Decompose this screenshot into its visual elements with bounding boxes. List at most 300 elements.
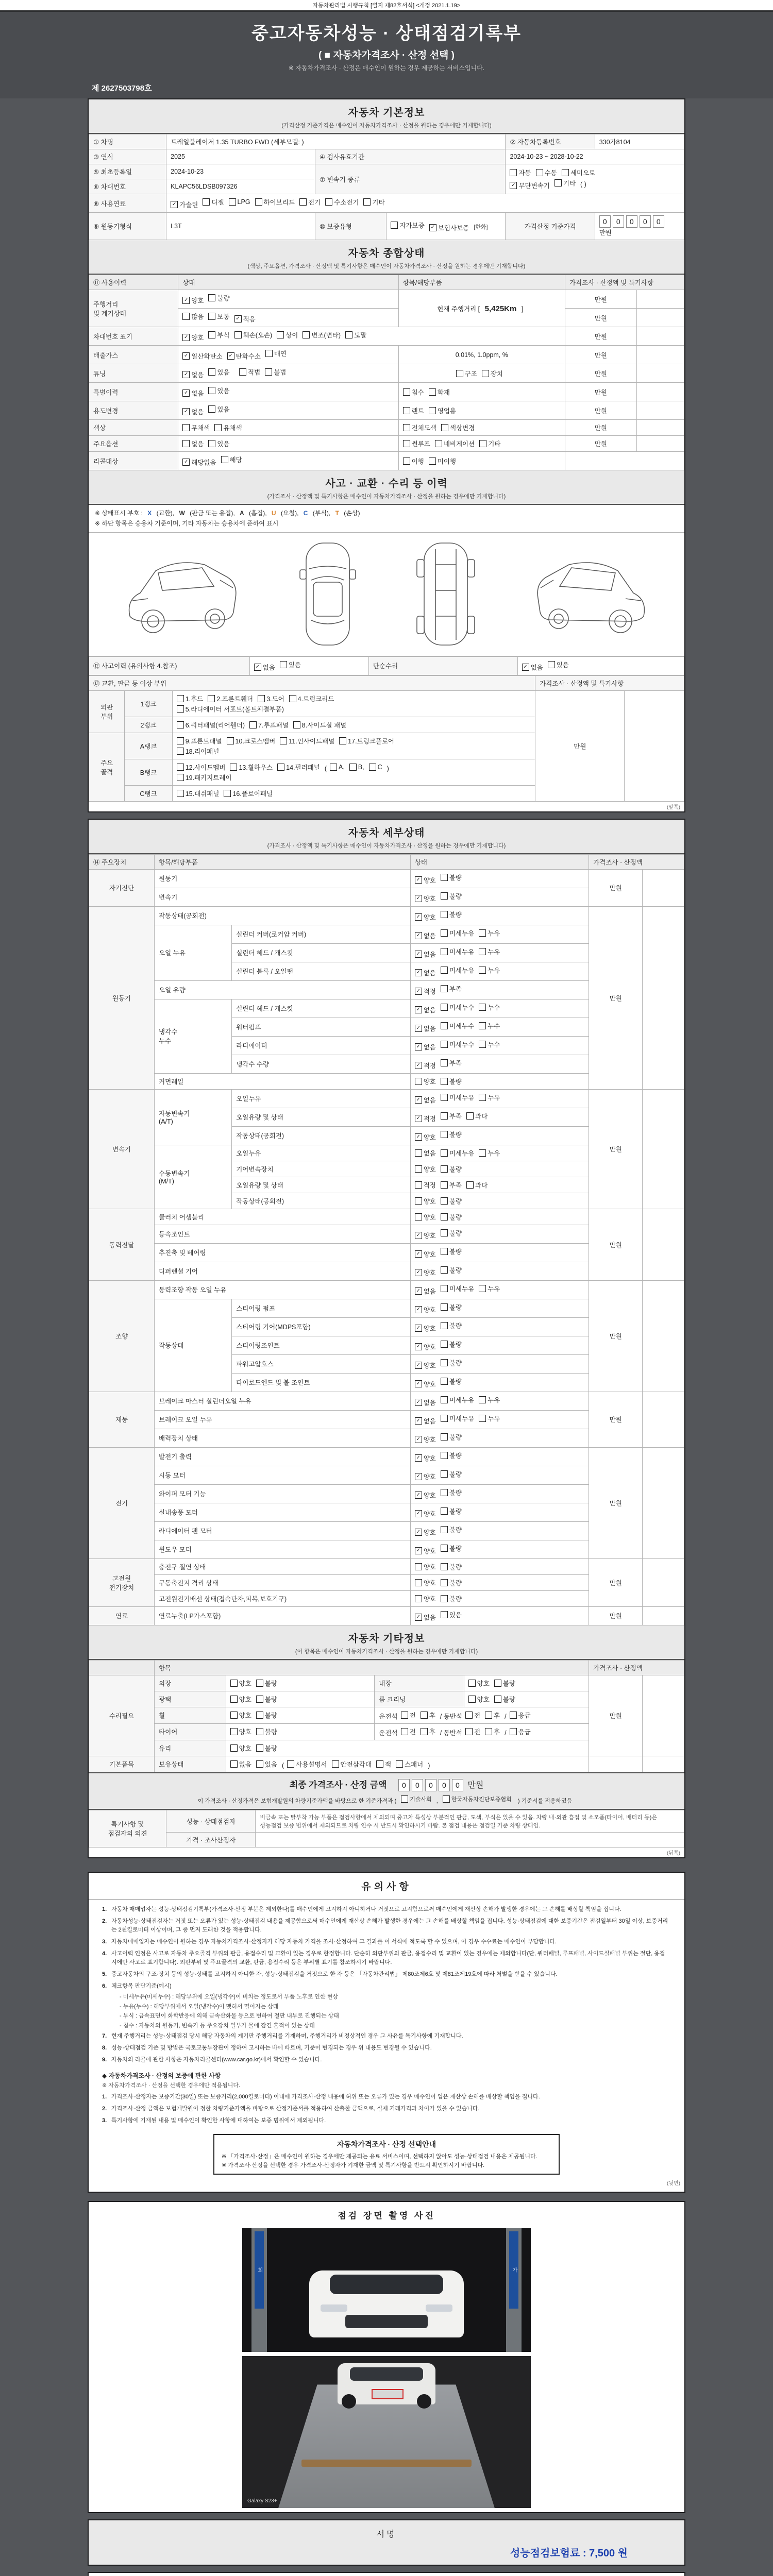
checkbox-unchecked[interactable] — [479, 1395, 500, 1404]
checkbox-label: 없음 — [191, 371, 204, 379]
checkbox-box — [415, 1595, 422, 1602]
checkbox-box: ✓ — [182, 371, 190, 378]
checkbox-unchecked[interactable] — [441, 1148, 474, 1158]
checkbox-unchecked[interactable] — [230, 1710, 251, 1720]
checkbox-unchecked[interactable] — [441, 1321, 462, 1330]
checkbox-unchecked[interactable] — [479, 947, 500, 956]
checkbox-unchecked[interactable] — [239, 367, 260, 377]
checkbox-box: ✓ — [415, 1380, 422, 1387]
checkbox-box: ✓ — [182, 297, 190, 304]
checkbox-unchecked[interactable] — [466, 1111, 488, 1121]
checkbox-checked[interactable] — [415, 931, 436, 940]
checkbox-checked[interactable] — [415, 1231, 436, 1240]
checkbox-label: 불량 — [449, 1433, 462, 1441]
checkbox-unchecked[interactable] — [465, 1727, 480, 1736]
checkbox-checked[interactable] — [182, 351, 222, 361]
checkbox-unchecked[interactable] — [299, 197, 321, 207]
checkbox-unchecked[interactable] — [441, 1058, 462, 1067]
checkbox-checked[interactable] — [415, 1453, 436, 1463]
option-cell — [410, 906, 589, 925]
cell: 냉각수 누수 — [155, 999, 232, 1073]
option-cell — [398, 436, 565, 452]
checkbox-unchecked[interactable] — [208, 293, 229, 302]
checkbox-box — [548, 661, 555, 668]
checkbox-unchecked[interactable] — [435, 439, 475, 448]
checkbox-unchecked[interactable] — [441, 1164, 462, 1174]
checkbox-checked[interactable] — [182, 296, 204, 305]
checkbox-unchecked[interactable] — [403, 456, 424, 466]
checkbox-unchecked[interactable] — [391, 221, 424, 230]
checkbox-unchecked[interactable] — [441, 891, 462, 901]
checkbox-unchecked[interactable] — [182, 312, 204, 321]
checkbox-unchecked[interactable] — [349, 764, 364, 771]
checkbox-unchecked[interactable] — [182, 439, 204, 448]
checkbox-checked[interactable] — [234, 314, 256, 324]
checkbox-unchecked[interactable] — [510, 1710, 531, 1720]
checkbox-unchecked[interactable] — [441, 1130, 462, 1139]
checkbox-unchecked[interactable] — [256, 1710, 277, 1720]
checkbox-checked[interactable] — [182, 370, 204, 379]
checkbox-box — [403, 424, 410, 431]
checkbox-checked[interactable] — [415, 1361, 436, 1370]
checkbox-checked[interactable] — [415, 1005, 436, 1014]
checkbox-checked[interactable] — [415, 1509, 436, 1518]
checkbox-unchecked[interactable] — [396, 1759, 423, 1769]
checkbox-unchecked[interactable] — [466, 1180, 488, 1190]
checkbox-unchecked[interactable] — [482, 369, 503, 378]
checkbox-checked[interactable] — [415, 1286, 436, 1296]
checkbox-label: 있음 — [289, 661, 301, 669]
checkbox-checked[interactable] — [227, 351, 261, 361]
checkbox-unchecked[interactable] — [441, 1469, 462, 1479]
checkbox-unchecked[interactable] — [177, 747, 220, 756]
checkbox-unchecked[interactable] — [468, 1694, 490, 1704]
checkbox-unchecked[interactable] — [441, 1488, 462, 1497]
checkbox-unchecked[interactable] — [234, 330, 273, 340]
checkbox-unchecked[interactable] — [479, 1284, 500, 1293]
checkbox-unchecked[interactable] — [403, 423, 436, 432]
checkbox-unchecked[interactable] — [548, 660, 569, 669]
checkbox-checked[interactable] — [415, 1114, 436, 1123]
checkbox-checked[interactable] — [415, 1324, 436, 1333]
checkbox-unchecked[interactable] — [230, 1694, 251, 1704]
checkbox-unchecked[interactable] — [441, 1358, 462, 1367]
checkbox-unchecked[interactable] — [441, 1544, 462, 1553]
price-digit-box: 0 — [599, 215, 611, 228]
checkbox-box — [479, 1415, 486, 1422]
checkbox-unchecked[interactable] — [277, 762, 320, 772]
checkbox-unchecked[interactable] — [369, 764, 382, 771]
checkbox-unchecked[interactable] — [256, 1743, 277, 1753]
checkbox-unchecked[interactable] — [230, 1679, 251, 1688]
checkbox-checked[interactable] — [415, 950, 436, 959]
checkbox-box — [249, 721, 257, 728]
checkbox-unchecked[interactable] — [227, 736, 276, 745]
checkbox-unchecked[interactable] — [441, 873, 462, 882]
checkbox-unchecked[interactable] — [230, 1759, 251, 1769]
checkbox-unchecked[interactable] — [249, 720, 289, 730]
checkbox-box — [256, 1728, 263, 1735]
checkbox-unchecked[interactable] — [332, 1759, 372, 1769]
checkbox-box — [227, 737, 234, 744]
checkbox-label: 불법 — [274, 369, 287, 376]
checkbox-box — [479, 1285, 486, 1292]
checkbox-label: 없음 — [423, 1043, 436, 1051]
checkbox-unchecked[interactable] — [441, 1395, 474, 1404]
checkbox-unchecked[interactable] — [441, 1302, 462, 1312]
checkbox-unchecked[interactable] — [177, 704, 284, 714]
checkbox-unchecked[interactable] — [376, 1759, 391, 1769]
checkbox-unchecked[interactable] — [510, 168, 531, 177]
checkbox-unchecked[interactable] — [479, 1021, 500, 1030]
checkbox-unchecked[interactable] — [441, 1212, 462, 1222]
checkbox-checked[interactable] — [415, 1435, 436, 1444]
checkbox-label: 없음 — [423, 969, 436, 977]
notice-text: 가격조사·산정 금액은 보험개발원이 정한 차량기준가액을 바탕으로 산정기준서를 적용하여 산출한 금액으로, 실제 거래가격과 차이가 있을 수 있습니다. — [111, 2106, 480, 2112]
cell: 만원 — [589, 1209, 643, 1280]
checkbox-box: ✓ — [415, 1250, 422, 1258]
checkbox-unchecked[interactable] — [441, 1228, 462, 1238]
checkbox-unchecked[interactable] — [479, 1003, 500, 1012]
checkbox-checked[interactable] — [415, 1305, 436, 1314]
checkbox-unchecked[interactable] — [441, 910, 462, 919]
checkbox-unchecked[interactable] — [429, 387, 450, 397]
checkbox-box — [182, 440, 190, 447]
checkbox-unchecked[interactable] — [325, 197, 359, 207]
checkbox-checked[interactable] — [182, 388, 204, 398]
checkbox-unchecked[interactable] — [441, 947, 474, 956]
checkbox-unchecked[interactable] — [429, 456, 456, 466]
checkbox-unchecked[interactable] — [208, 367, 229, 377]
cell: 클러치 어셈블리 — [155, 1209, 411, 1225]
checkbox-unchecked[interactable] — [415, 1562, 436, 1571]
checkbox-unchecked[interactable] — [479, 965, 500, 975]
checkbox-unchecked[interactable] — [441, 928, 474, 938]
checkbox-unchecked[interactable] — [230, 1727, 251, 1736]
checkbox-checked[interactable] — [182, 333, 204, 342]
checkbox-unchecked[interactable] — [510, 1727, 531, 1736]
checkbox-label: 훼손(오손) — [243, 332, 273, 339]
checkbox-unchecked[interactable] — [441, 1093, 474, 1102]
inline-text: / — [505, 1713, 507, 1720]
checkbox-unchecked[interactable] — [479, 1148, 500, 1158]
checkbox-unchecked[interactable] — [479, 1414, 500, 1423]
checkbox-unchecked[interactable] — [345, 330, 366, 340]
checkbox-unchecked[interactable] — [208, 330, 229, 340]
checkbox-unchecked[interactable] — [177, 694, 204, 703]
checkbox-unchecked[interactable] — [415, 1164, 436, 1174]
checkbox-label: 8.사이드실 패널 — [301, 721, 347, 729]
cell: 차대번호 표기 — [89, 327, 178, 346]
checkbox-unchecked[interactable] — [441, 423, 475, 432]
checkbox-unchecked[interactable] — [177, 773, 232, 782]
checkbox-checked[interactable] — [415, 1061, 436, 1070]
checkbox-unchecked[interactable] — [441, 1180, 462, 1190]
cell: 상태 — [410, 854, 589, 869]
checkbox-unchecked[interactable] — [256, 1694, 277, 1704]
notice-number: 7. — [102, 2033, 107, 2040]
checkbox-unchecked[interactable] — [441, 1040, 474, 1049]
checkbox-box — [234, 331, 242, 338]
checkbox-checked[interactable] — [182, 457, 216, 467]
checkbox-unchecked[interactable] — [256, 1759, 277, 1769]
checkbox-box — [441, 1341, 448, 1348]
checkbox-unchecked[interactable] — [415, 1180, 436, 1190]
checkbox-box — [369, 764, 376, 771]
checkbox-label: 불량 — [449, 1489, 462, 1497]
checkbox-unchecked[interactable] — [415, 1594, 436, 1603]
checkbox-unchecked[interactable] — [214, 423, 242, 432]
page-marker-back: (뒤쪽) — [667, 1850, 680, 1856]
checkbox-unchecked[interactable] — [479, 928, 500, 938]
checkbox-checked[interactable] — [415, 912, 436, 922]
checkbox-box — [441, 892, 448, 900]
report-number: 제 2627503798호 — [92, 84, 152, 93]
checkbox-unchecked[interactable] — [536, 168, 557, 177]
cell: 만원 — [589, 1392, 643, 1447]
checkbox-checked[interactable] — [415, 875, 436, 885]
checkbox-label: 불량 — [449, 1197, 462, 1205]
price-digit-box: 0 — [398, 1779, 410, 1791]
checkbox-checked[interactable] — [415, 1042, 436, 1052]
checkbox-unchecked[interactable] — [280, 660, 301, 669]
checkbox-unchecked[interactable] — [289, 694, 334, 703]
checkbox-label: 불량 — [264, 1728, 277, 1736]
checkbox-unchecked[interactable] — [401, 1710, 416, 1720]
price-select-info-title: 자동차가격조사 · 산정 선택안내 — [337, 2140, 436, 2149]
checkbox-unchecked[interactable] — [208, 404, 229, 414]
checkbox-box — [441, 1181, 448, 1189]
checkbox-unchecked[interactable] — [265, 349, 287, 358]
checkbox-box — [479, 1094, 486, 1101]
checkbox-unchecked[interactable] — [415, 1578, 436, 1587]
checkbox-box — [332, 1760, 339, 1768]
checkbox-unchecked[interactable] — [363, 197, 384, 207]
option-cell — [410, 1317, 589, 1336]
checkbox-checked[interactable] — [415, 1416, 436, 1426]
checkbox-unchecked[interactable] — [441, 1021, 474, 1030]
vehicle-rear-view — [338, 2363, 435, 2404]
checkbox-unchecked[interactable] — [441, 984, 462, 993]
checkbox-label: 불량 — [449, 1452, 462, 1460]
checkbox-unchecked[interactable] — [339, 736, 394, 745]
checkbox-box — [421, 1728, 428, 1735]
checkbox-unchecked[interactable] — [479, 439, 500, 448]
checkbox-checked[interactable] — [415, 1472, 436, 1481]
checkbox-label: 부족 — [449, 985, 462, 993]
checkbox-unchecked[interactable] — [280, 736, 334, 745]
checkbox-unchecked[interactable] — [441, 1525, 462, 1534]
checkbox-checked[interactable] — [415, 1268, 436, 1277]
cell: 외장 — [155, 1675, 226, 1691]
option-cell — [464, 1691, 589, 1707]
price-digit-box: 0 — [626, 215, 637, 228]
checkbox-unchecked[interactable] — [456, 369, 477, 378]
checkbox-unchecked[interactable] — [441, 1284, 474, 1293]
checkbox-unchecked[interactable] — [443, 1795, 512, 1803]
checkbox-unchecked[interactable] — [230, 1743, 251, 1753]
checkbox-unchecked[interactable] — [415, 1077, 436, 1086]
checkbox-unchecked[interactable] — [465, 1710, 480, 1720]
checkbox-unchecked[interactable] — [221, 455, 242, 464]
checkbox-unchecked[interactable] — [441, 1594, 462, 1603]
checkbox-checked[interactable] — [415, 1024, 436, 1033]
checkbox-box — [441, 1526, 448, 1533]
checkbox-checked[interactable] — [429, 223, 469, 232]
checkbox-unchecked[interactable] — [441, 1111, 462, 1121]
checkbox-unchecked[interactable] — [415, 1148, 436, 1158]
cell: 윈도우 모터 — [155, 1540, 411, 1558]
checkbox-label: 미세누유 — [449, 1285, 475, 1293]
license-plate-redaction-box — [372, 2389, 404, 2399]
checkbox-unchecked[interactable] — [208, 312, 229, 321]
checkbox-unchecked[interactable] — [177, 720, 245, 730]
checkbox-box — [208, 440, 215, 447]
checkbox-checked[interactable] — [415, 1379, 436, 1388]
checkbox-unchecked[interactable] — [441, 1451, 462, 1460]
checkbox-unchecked[interactable] — [415, 1212, 436, 1222]
checkbox-unchecked[interactable] — [177, 789, 220, 798]
checkbox-checked[interactable] — [415, 968, 436, 977]
checkbox-unchecked[interactable] — [441, 1247, 462, 1256]
checkbox-checked[interactable] — [254, 663, 275, 672]
checkbox-unchecked[interactable] — [182, 423, 210, 432]
checkbox-box: ✓ — [415, 1287, 422, 1295]
checkbox-unchecked[interactable] — [429, 406, 456, 415]
checkbox-unchecked[interactable] — [287, 1759, 327, 1769]
option-cell — [410, 1108, 589, 1126]
checkbox-unchecked[interactable] — [421, 1710, 435, 1720]
checkbox-unchecked[interactable] — [303, 330, 341, 340]
checkbox-checked[interactable] — [415, 1132, 436, 1142]
checkbox-unchecked[interactable] — [441, 1562, 462, 1571]
checkbox-unchecked[interactable] — [441, 1377, 462, 1386]
checkbox-unchecked[interactable] — [479, 1093, 500, 1102]
checkbox-unchecked[interactable] — [208, 386, 229, 395]
checkbox-unchecked[interactable] — [494, 1694, 515, 1704]
checkbox-checked[interactable] — [522, 663, 543, 672]
checkbox-unchecked[interactable] — [277, 330, 298, 340]
checkbox-unchecked[interactable] — [441, 1340, 462, 1349]
checkbox-unchecked[interactable] — [230, 762, 273, 772]
checkbox-unchecked[interactable] — [403, 406, 424, 415]
checkbox-unchecked[interactable] — [441, 965, 474, 975]
checkbox-unchecked[interactable] — [479, 1040, 500, 1049]
checkbox-unchecked[interactable] — [208, 439, 229, 448]
checkbox-box — [230, 1744, 238, 1752]
cell: 작동상태(공회전) — [232, 1126, 411, 1145]
checkbox-checked[interactable] — [510, 181, 549, 190]
checkbox-label: 있음 — [449, 1611, 462, 1619]
checkbox-checked[interactable] — [415, 894, 436, 903]
checkbox-label: 적법 — [248, 369, 261, 376]
checkbox-checked[interactable] — [415, 1398, 436, 1407]
checkbox-unchecked[interactable] — [203, 197, 224, 207]
inline-text: , — [436, 1798, 440, 1804]
photos-title: 점검 장면 촬영 사진 — [338, 2211, 435, 2221]
checkbox-unchecked[interactable] — [177, 762, 226, 772]
checkbox-unchecked[interactable] — [401, 1727, 416, 1736]
checkbox-box — [258, 695, 265, 702]
checkbox-unchecked[interactable] — [415, 1196, 436, 1206]
checkbox-unchecked[interactable] — [401, 1795, 432, 1803]
checkbox-box — [339, 737, 346, 744]
cell: 실린더 블록 / 오일팬 — [232, 962, 411, 980]
checkbox-checked[interactable] — [415, 987, 436, 996]
checkbox-unchecked[interactable] — [554, 178, 576, 188]
checkbox-unchecked[interactable] — [293, 720, 346, 730]
checkbox-label: 불량 — [449, 1595, 462, 1603]
checkbox-checked[interactable] — [415, 1613, 436, 1622]
checkbox-checked[interactable] — [415, 1546, 436, 1555]
checkbox-unchecked[interactable] — [403, 387, 424, 397]
checkbox-checked[interactable] — [182, 407, 204, 416]
checkbox-unchecked[interactable] — [441, 1077, 462, 1086]
checkbox-unchecked[interactable] — [330, 764, 345, 771]
checkbox-box — [482, 370, 489, 377]
checkbox-unchecked[interactable] — [441, 1196, 462, 1206]
checkbox-box: ✓ — [415, 1062, 422, 1069]
checkbox-checked[interactable] — [415, 1342, 436, 1351]
checkbox-box — [177, 737, 184, 744]
checkbox-label: 있음 — [217, 369, 230, 376]
checkbox-unchecked[interactable] — [494, 1679, 515, 1688]
checkbox-label: 렌트 — [411, 407, 424, 415]
checkbox-unchecked[interactable] — [441, 1578, 462, 1587]
checkbox-checked[interactable] — [415, 1095, 436, 1105]
checkbox-unchecked[interactable] — [403, 439, 430, 448]
checkbox-unchecked[interactable] — [562, 168, 595, 177]
checkbox-unchecked[interactable] — [441, 1003, 474, 1012]
checkbox-unchecked[interactable] — [265, 367, 286, 377]
checkbox-label: 양호 — [423, 1325, 436, 1332]
checkbox-unchecked[interactable] — [255, 197, 295, 207]
checkbox-unchecked[interactable] — [441, 1506, 462, 1516]
checkbox-checked[interactable] — [415, 1528, 436, 1537]
checkbox-checked[interactable] — [171, 200, 198, 209]
cell: 충전구 절연 상태 — [155, 1558, 411, 1574]
checkbox-unchecked[interactable] — [177, 736, 222, 745]
checkbox-checked[interactable] — [415, 1490, 436, 1500]
option-cell — [410, 943, 589, 962]
checkbox-checked[interactable] — [415, 1249, 436, 1259]
checkbox-box — [510, 1711, 517, 1719]
checkbox-box: ✓ — [415, 1473, 422, 1480]
checkbox-unchecked[interactable] — [485, 1727, 500, 1736]
checkbox-unchecked[interactable] — [258, 694, 284, 703]
checkbox-label: 7.루프패널 — [258, 721, 289, 729]
option-cell — [410, 888, 589, 906]
price-digit-box: 0 — [653, 215, 664, 228]
checkbox-unchecked[interactable] — [208, 694, 253, 703]
checkbox-unchecked[interactable] — [224, 789, 273, 798]
checkbox-unchecked[interactable] — [468, 1679, 490, 1688]
checkbox-unchecked[interactable] — [256, 1727, 277, 1736]
checkbox-unchecked[interactable] — [441, 1414, 474, 1423]
option-cell — [410, 1177, 589, 1193]
checkbox-unchecked[interactable] — [229, 198, 250, 206]
checkbox-unchecked[interactable] — [485, 1710, 500, 1720]
checkbox-unchecked[interactable] — [441, 1432, 462, 1442]
other-info-band — [89, 1625, 684, 1660]
checkbox-unchecked[interactable] — [421, 1727, 435, 1736]
checkbox-unchecked[interactable] — [256, 1679, 277, 1688]
checkbox-unchecked[interactable] — [441, 1610, 462, 1619]
car-diagram-rear-quarter-icon — [528, 539, 657, 650]
checkbox-unchecked[interactable] — [441, 1265, 462, 1275]
checkbox-label: 13.휠하우스 — [239, 764, 273, 771]
cell: 제동 — [89, 1392, 155, 1447]
